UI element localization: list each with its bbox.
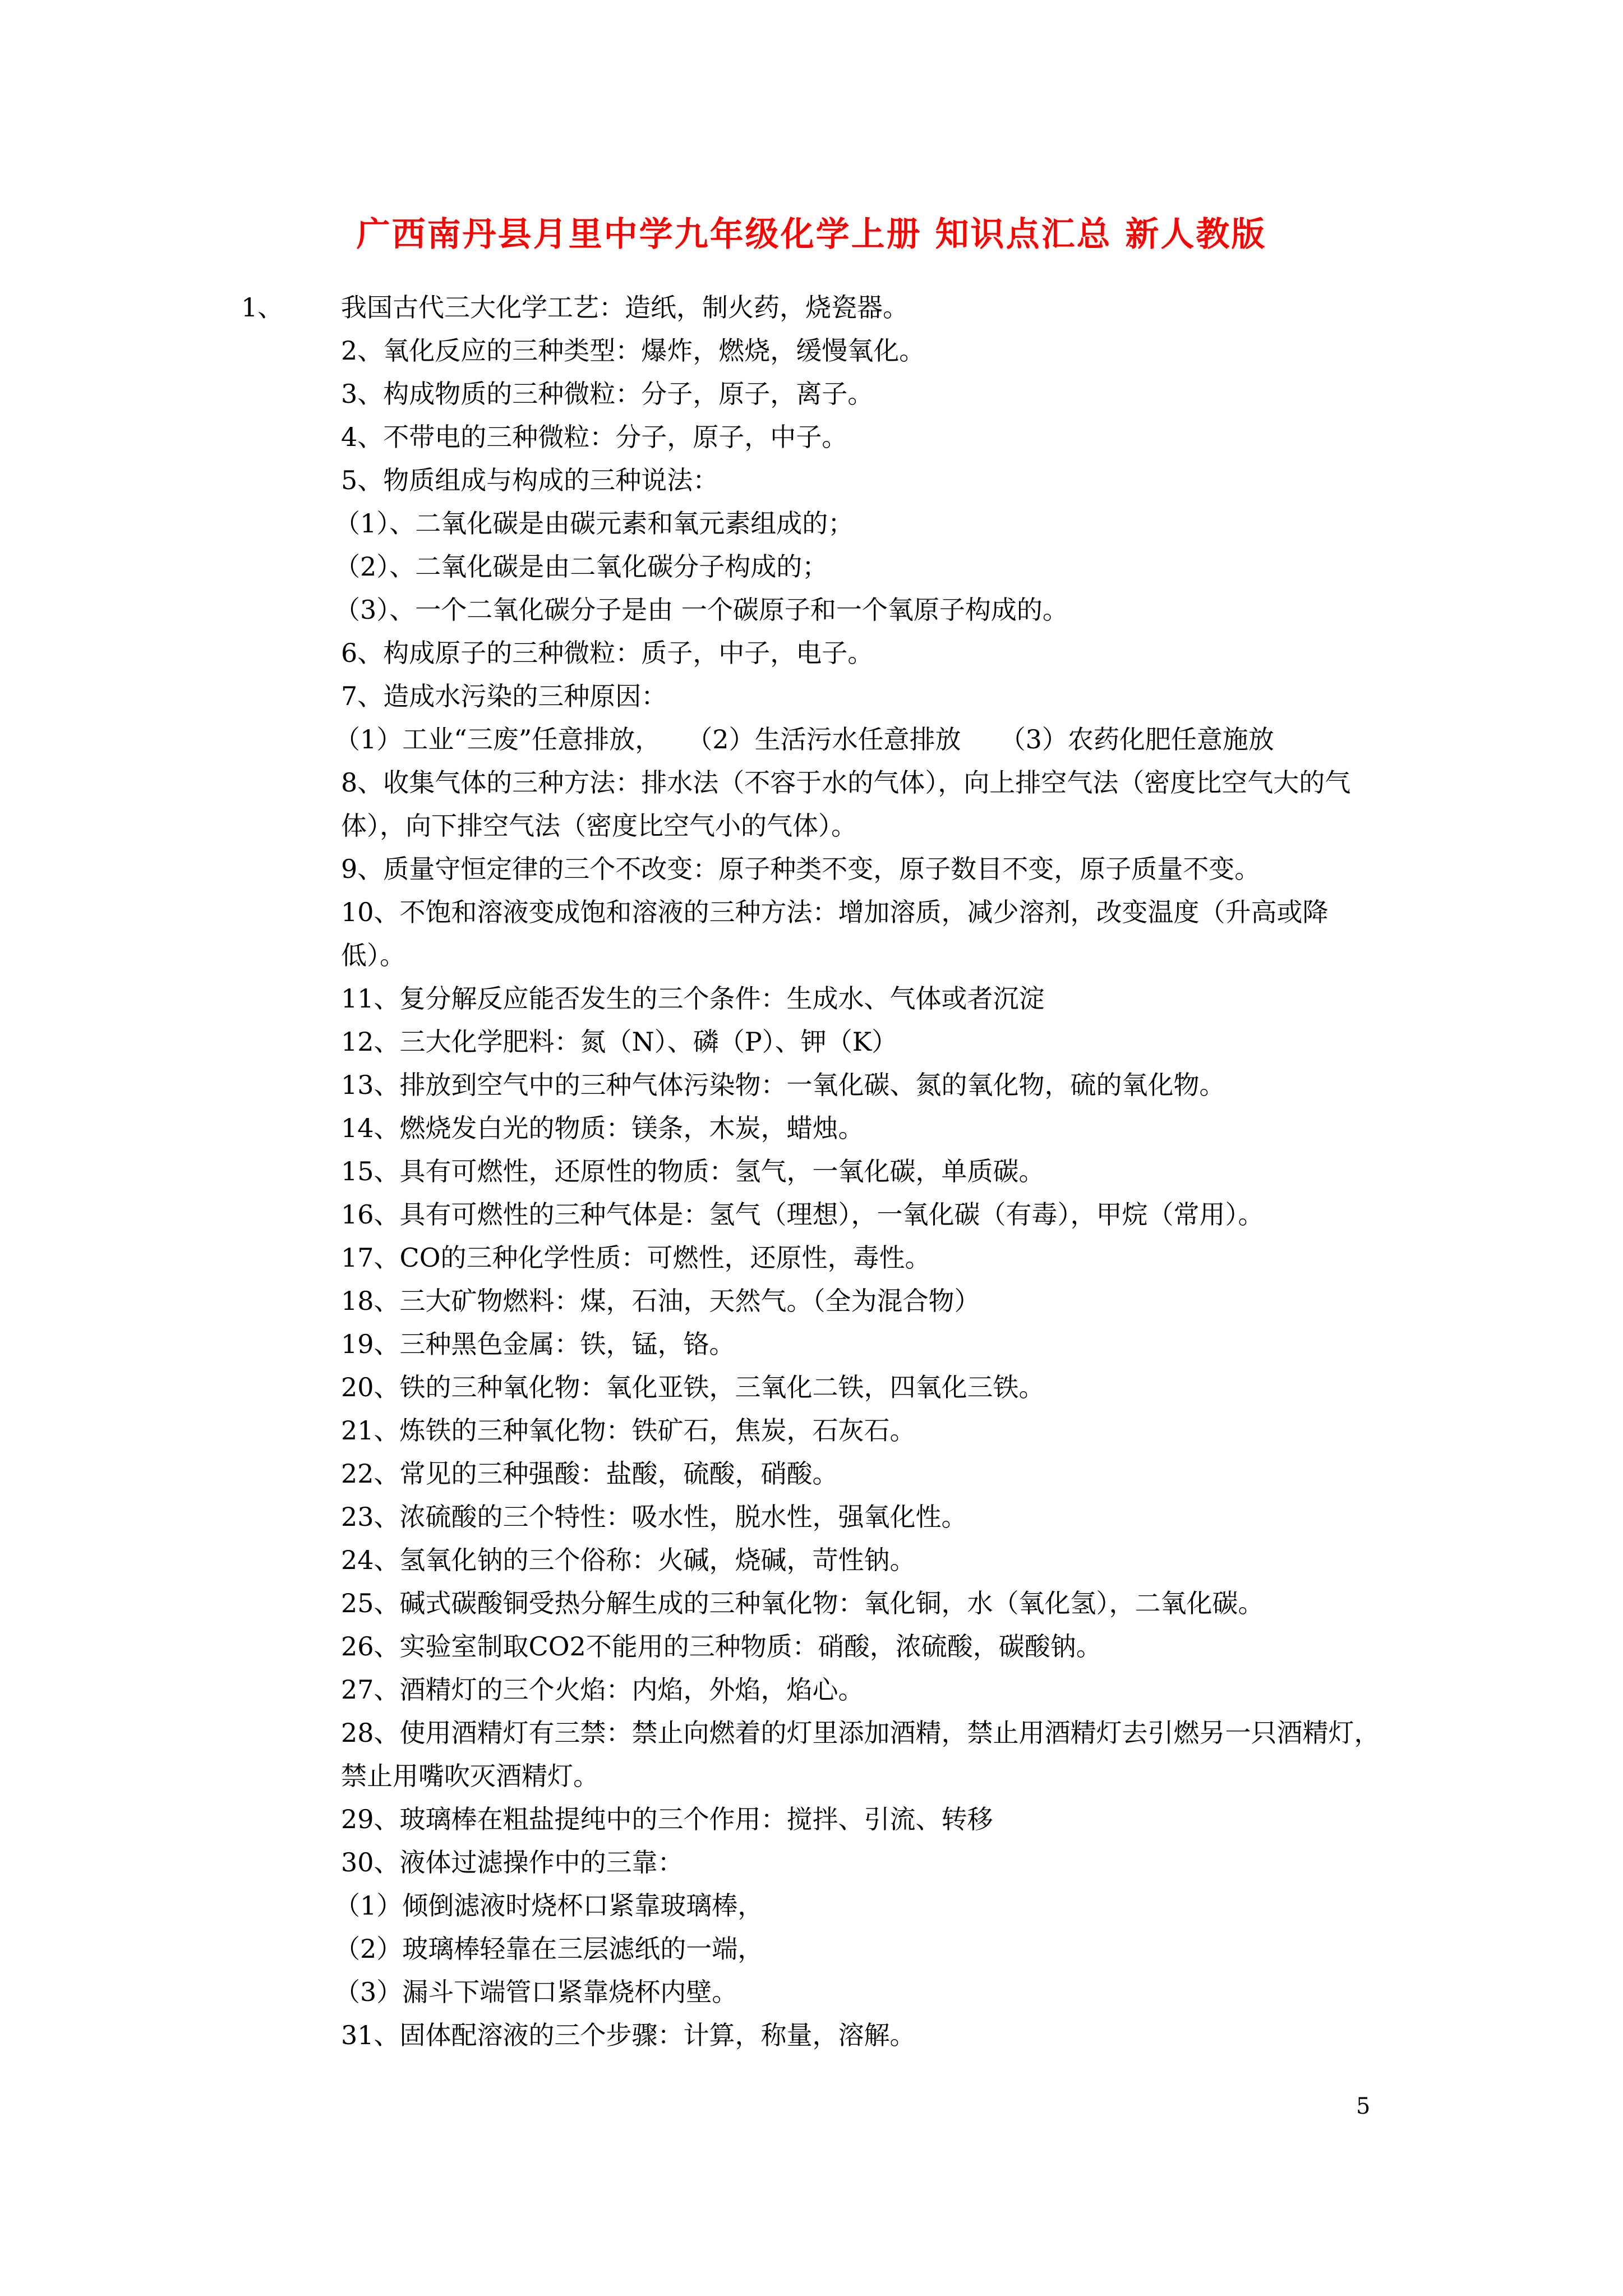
list-item: 4、不带电的三种微粒：分子，原子，中子。: [341, 422, 848, 452]
list-item: 27、酒精灯的三个火焰：内焰，外焰，焰心。: [341, 1674, 864, 1705]
list-item: 23、浓硫酸的三个特性：吸水性，脱水性，强氧化性。: [341, 1502, 967, 1532]
list-item: 31、固体配溶液的三个步骤：计算，称量，溶解。: [341, 2020, 916, 2050]
list-subitem: （1）倾倒滤液时烧杯口紧靠玻璃棒，: [334, 1890, 764, 1921]
list-item: 20、铁的三种氧化物：氧化亚铁，三氧化二铁，四氧化三铁。: [341, 1372, 1045, 1402]
list-item: 30、液体过滤操作中的三靠：: [341, 1847, 684, 1878]
list-item: 7、造成水污染的三种原因：: [341, 681, 667, 711]
list-item: 21、炼铁的三种氧化物：铁矿石，焦炭，石灰石。: [341, 1415, 916, 1446]
list-item: 3、构成物质的三种微粒：分子，原子，离子。: [341, 379, 874, 409]
page-number: 5: [1356, 2093, 1371, 2119]
document-title: 广西南丹县月里中学九年级化学上册 知识点汇总 新人教版: [356, 215, 1267, 254]
list-item: 24、氢氧化钠的三个俗称：火碱，烧碱，苛性钠。: [341, 1545, 916, 1575]
list-item: 28、使用酒精灯有三禁：禁止向燃着的灯里添加酒精，禁止用酒精灯去引燃另一只酒精灯，禁止用嘴吹灭酒精灯。: [341, 1718, 1380, 1791]
list-item: 13、排放到空气中的三种气体污染物：一氧化碳、氮的氧化物，硫的氧化物。: [341, 1070, 1225, 1100]
list-item: 19、三种黑色金属：铁，锰，铬。: [341, 1329, 735, 1359]
list-subitem: （2）、二氧化碳是由二氧化碳分子构成的；: [334, 551, 828, 582]
list-item: 6、构成原子的三种微粒：质子，中子，电子。: [341, 638, 874, 668]
list-item: 18、三大矿物燃料：煤，石油，天然气。（全为混合物）: [341, 1286, 980, 1316]
list-subitem: （1）、二氧化碳是由碳元素和氧元素组成的；: [334, 508, 854, 539]
list-subitem: （1）工业“三废”任意排放， （2）生活污水任意排放 （3）农药化肥任意施放: [334, 724, 1274, 754]
list-item: 26、实验室制取CO2不能用的三种物质：硝酸，浓硫酸，碳酸钠。: [341, 1631, 1102, 1662]
document-body: [334, 286, 1390, 2057]
list-item: 9、质量守恒定律的三个不改变：原子种类不变，原子数目不变，原子质量不变。: [341, 854, 1261, 884]
list-item: 我国古代三大化学工艺：造纸，制火药，烧瓷器。: [341, 292, 909, 323]
list-item: 5、物质组成与构成的三种说法：: [341, 465, 719, 495]
list-item: 25、碱式碳酸铜受热分解生成的三种氧化物：氧化铜，水（氧化氢），二氧化碳。: [341, 1588, 1264, 1618]
list-item: 8、收集气体的三种方法：排水法（不容于水的气体），向上排空气法（密度比空气大的气体），向下排空气法（密度比空气小的气体）。: [341, 767, 1351, 841]
list-item: 11、复分解反应能否发生的三个条件：生成水、气体或者沉淀: [341, 983, 1045, 1014]
list-item: 22、常见的三种强酸：盐酸，硫酸，硝酸。: [341, 1458, 838, 1489]
list-item: 29、玻璃棒在粗盐提纯中的三个作用：搅拌、引流、转移: [341, 1804, 993, 1834]
list-item: 16、具有可燃性的三种气体是：氢气（理想），一氧化碳（有毒），甲烷（常用）。: [341, 1199, 1264, 1230]
first-item-number: 1、: [241, 292, 284, 323]
list-item: 17、CO的三种化学性质：可燃性，还原性，毒性。: [341, 1243, 931, 1273]
list-item: 14、燃烧发白光的物质：镁条，木炭，蜡烛。: [341, 1113, 864, 1143]
list-subitem: （2）玻璃棒轻靠在三层滤纸的一端，: [334, 1934, 764, 1964]
list-subitem: （3）、一个二氧化碳分子是由 一个碳原子和一个氧原子构成的。: [334, 595, 1068, 625]
list-item: 2、氧化反应的三种类型：爆炸，燃烧，缓慢氧化。: [341, 335, 925, 366]
list-subitem: （3）漏斗下端管口紧靠烧杯内壁。: [334, 1977, 738, 2007]
list-item: 15、具有可燃性，还原性的物质：氢气，一氧化碳，单质碳。: [341, 1156, 1045, 1186]
list-item: 12、三大化学肥料：氮（N）、磷（P）、钾（K）: [341, 1027, 898, 1057]
list-item: 10、不饱和溶液变成饱和溶液的三种方法：增加溶质，减少溶剂，改变温度（升高或降低）。: [341, 897, 1329, 970]
